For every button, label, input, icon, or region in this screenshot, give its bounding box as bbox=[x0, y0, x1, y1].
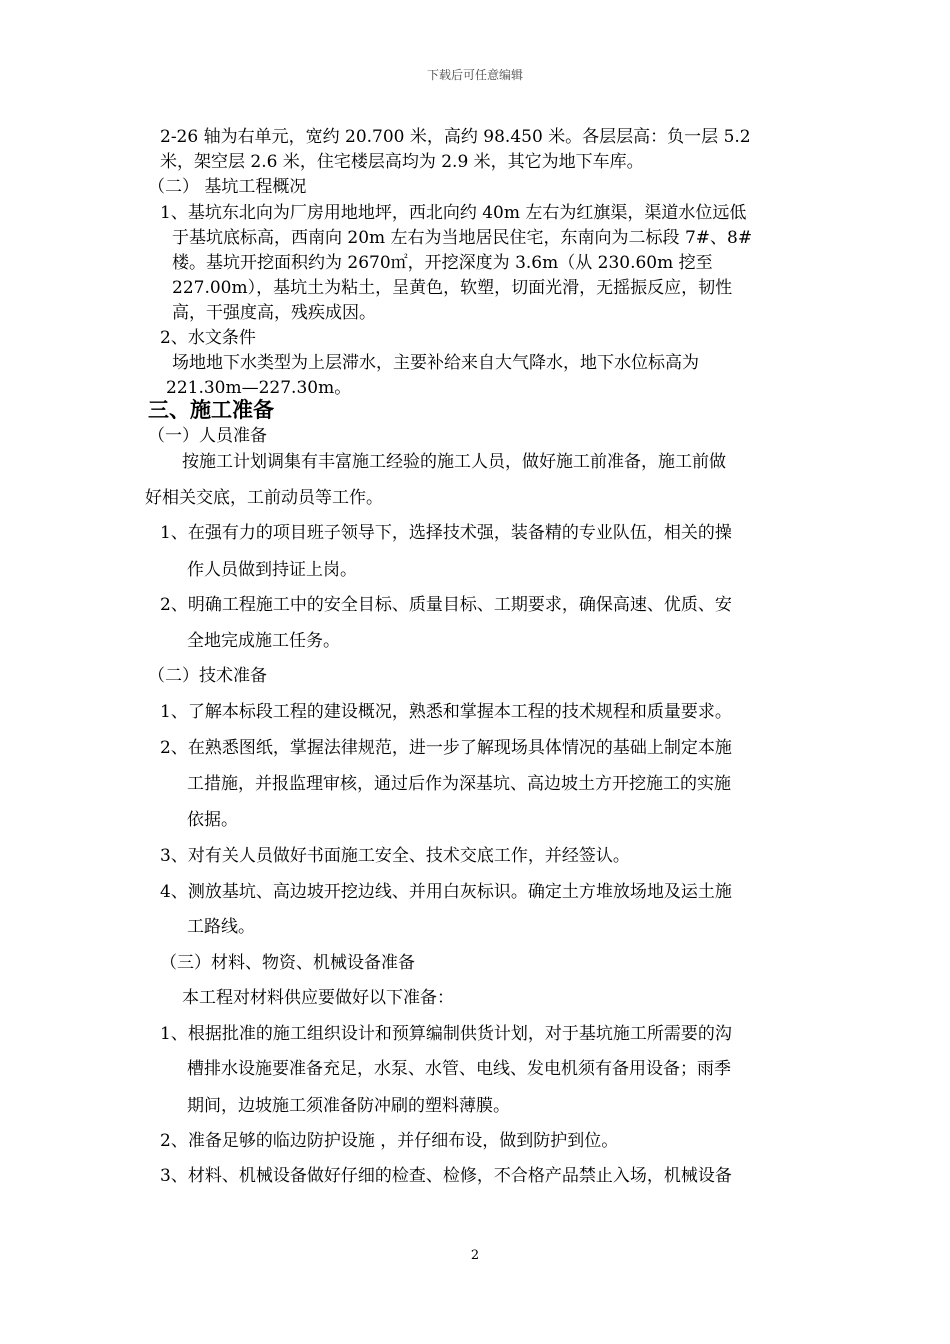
text-line: 3、对有关人员做好书面施工安全、技术交底工作，并经签认。 bbox=[160, 846, 630, 866]
text-line: 2-26 轴为右单元，宽约 20.700 米，高约 98.450 米。各层层高：负一层 5.2 bbox=[160, 127, 751, 147]
text-line: 好相关交底，工前动员等工作。 bbox=[145, 488, 383, 508]
page-header: 下载后可任意编辑 bbox=[426, 68, 523, 82]
text-line: 2、准备足够的临边防护设施 ，并仔细布设，做到防护到位。 bbox=[160, 1131, 619, 1151]
text-line: 1、了解本标段工程的建设概况，熟悉和掌握本工程的技术规程和质量要求。 bbox=[160, 702, 732, 722]
text-line: 按施工计划调集有丰富施工经验的施工人员，做好施工前准备，施工前做 bbox=[182, 452, 726, 472]
section-heading: 三、施工准备 bbox=[148, 397, 274, 422]
text-line: 2、水文条件 bbox=[160, 328, 256, 348]
subsection-heading: （二）技术准备 bbox=[148, 666, 267, 686]
text-line: 楼。基坑开挖面积约为 2670㎡，开挖深度为 3.6m（从 230.60m 挖至 bbox=[172, 253, 713, 273]
text-line: 工路线。 bbox=[187, 917, 255, 937]
subsection-heading: （一）人员准备 bbox=[148, 426, 267, 446]
text-line: 本工程对材料供应要做好以下准备： bbox=[182, 988, 454, 1008]
subsection-heading: （三）材料、物资、机械设备准备 bbox=[160, 953, 415, 973]
text-line: 槽排水设施要准备充足，水泵、水管、电线、发电机须有备用设备；雨季 bbox=[187, 1059, 731, 1079]
page-number: 2 bbox=[470, 1248, 480, 1263]
text-line: 期间，边坡施工须准备防冲刷的塑料薄膜。 bbox=[187, 1096, 510, 1116]
text-line: 4、测放基坑、高边坡开挖边线、并用白灰标识。确定土方堆放场地及运土施 bbox=[160, 882, 732, 902]
text-line: 米，架空层 2.6 米，住宅楼层高均为 2.9 米，其它为地下车库。 bbox=[160, 152, 644, 172]
text-line: 全地完成施工任务。 bbox=[187, 631, 340, 651]
subsection-heading: （二） 基坑工程概况 bbox=[148, 177, 307, 197]
text-line: 工措施，并报监理审核，通过后作为深基坑、高边坡土方开挖施工的实施 bbox=[187, 774, 731, 794]
text-line: 2、在熟悉图纸，掌握法律规范，进一步了解现场具体情况的基础上制定本施 bbox=[160, 738, 732, 758]
text-line: 于基坑底标高，西南向 20m 左右为当地居民住宅，东南向为二标段 7#、8# bbox=[172, 228, 753, 248]
text-line: 高，干强度高，残疾成因。 bbox=[172, 303, 376, 323]
text-line: 作人员做到持证上岗。 bbox=[187, 560, 357, 580]
text-line: 1、基坑东北向为厂房用地地坪，西北向约 40m 左右为红旗渠，渠道水位远低 bbox=[160, 203, 747, 223]
text-line: 依据。 bbox=[187, 810, 238, 830]
text-line: 221.30m—227.30m。 bbox=[166, 378, 352, 398]
text-line: 场地地下水类型为上层滞水，主要补给来自大气降水，地下水位标高为 bbox=[172, 353, 699, 373]
text-line: 1、根据批准的施工组织设计和预算编制供货计划，对于基坑施工所需要的沟 bbox=[160, 1024, 732, 1044]
text-line: 3、材料、机械设备做好仔细的检查、检修，不合格产品禁止入场，机械设备 bbox=[160, 1166, 732, 1186]
text-line: 1、在强有力的项目班子领导下，选择技术强，装备精的专业队伍，相关的操 bbox=[160, 523, 732, 543]
text-line: 227.00m），基坑土为粘土，呈黄色，软塑，切面光滑，无摇振反应，韧性 bbox=[172, 278, 733, 298]
text-line: 2、明确工程施工中的安全目标、质量目标、工期要求，确保高速、优质、安 bbox=[160, 595, 732, 615]
